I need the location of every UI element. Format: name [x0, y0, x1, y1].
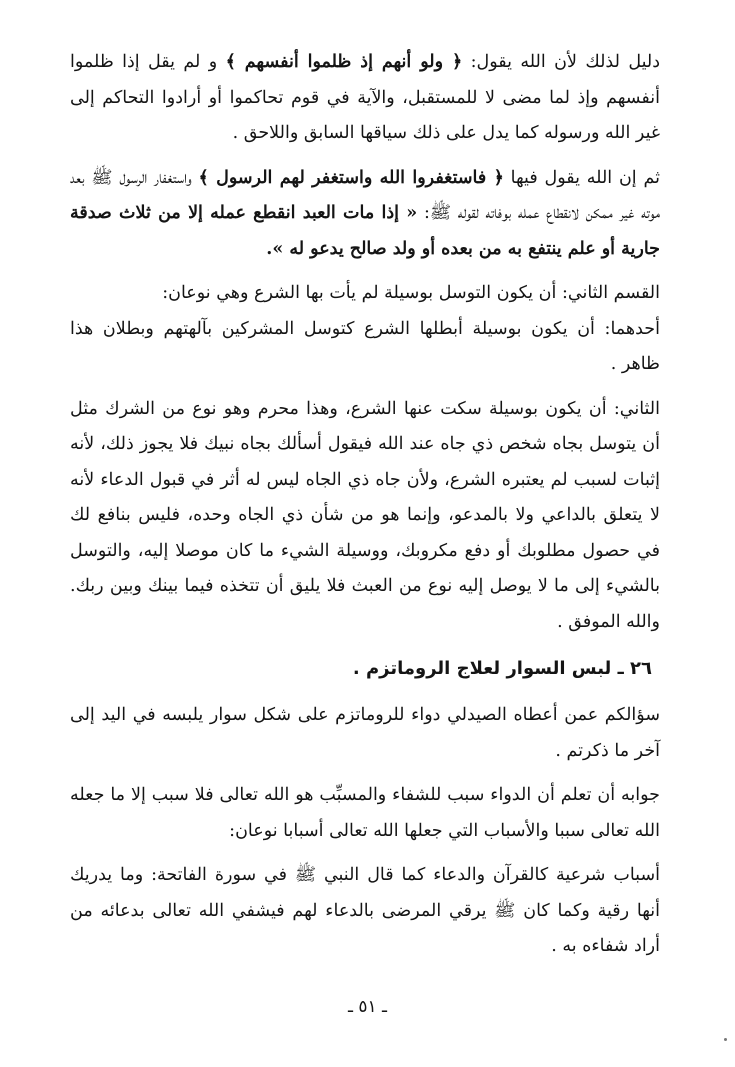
page-body — [70, 45, 660, 965]
paragraph-4: أحدهما: أن يكون بوسيلة أبطلها الشرع كتوسل المشركين بآلهتهم وبطلان هذا ظاهر . — [70, 318, 660, 374]
paragraph-5: الثاني: أن يكون بوسيلة سكت عنها الشرع، وهذا محرم وهو نوع من الشرك مثل أن يتوسل بجاه شخص ذي جاه عند الله فيقول أسألك بجاه نبيك فلا يجوز ذلك، لأنه إثبات لسبب لم يعتبره الشرع، ولأن جاه ذي الجاه ليس له أثر في قبول الدعاء لأنه لا يتعلق بالداعي ولا بالمدعو، وإنما هو من شأن ذي الجاه وحده، فليس بنافع لك في حصول مطلوبك أو دفع مكروبك، ووسيلة الشيء ما كان موصلا إليه، والتوسل بالشيء إلى ما لا يوصل إليه نوع من العبث فلا يليق أن تتخذه فيما بينك وبين ربك. والله الموفق . — [70, 398, 660, 632]
paragraph-6: سؤالكم عمن أعطاه الصيدلي دواء للروماتزم على شكل سوار يلبسه في اليد إلى آخر ما ذكرتم . — [70, 705, 660, 761]
paragraph-8: أسباب شرعية كالقرآن والدعاء كما قال النبي ﷺ في سورة الفاتحة: وما يدريك أنها رقية وكما كان ﷺ يرقي المرضى بالدعاء لهم فيشفي الله تعالى بدعائه من أراد شفاءه به . — [70, 865, 660, 956]
paragraph-2 — [70, 161, 660, 268]
quran-verse-1: ﴿ ولو أنهم إذ ظلموا أنفسهم ﴾ — [225, 52, 463, 72]
quran-verse-2: ﴿ فاستغفروا الله واستغفر لهم الرسول ﴾ — [198, 167, 504, 188]
hadith-quote: « إذا مات العبد انقطع عمله إلا من ثلاث صدقة جارية أو علم ينتفع به من بعده أو ولد صالح يدعو له ». — [70, 203, 660, 259]
paragraph-2-text-a: ثم إن الله يقول فيها — [503, 167, 660, 188]
paragraph-1 — [70, 45, 660, 152]
paragraph-1-text-a: دليل لذلك لأن الله يقول: — [462, 52, 660, 72]
paragraph-2-text-b: واستغفار الرسول ﷺ بعد موته غير ممكن لانقطاع عمله بوفاته لقوله ﷺ: — [70, 167, 660, 223]
paragraph-3: القسم الثاني: أن يكون التوسل بوسيلة لم يأت بها الشرع وهي نوعان: — [162, 283, 660, 303]
scan-speck — [724, 1038, 727, 1041]
page-number: ـ ٥١ ـ — [347, 997, 388, 1017]
section-heading: ٢٦ ـ لبس السوار لعلاج الروماتزم . — [352, 658, 652, 679]
paragraph-7: جوابه أن تعلم أن الدواء سبب للشفاء والمسبِّب هو الله تعالى فلا سبب إلا ما جعله الله تعالى سببا والأسباب التي جعلها الله تعالى أسبابا نوعان: — [70, 785, 660, 841]
paragraph-1-text-b: و لم يقل إذا ظلموا أنفسهم وإذ لما مضى لا للمستقبل، والآية في قوم تحاكموا أو أرادوا التحاكم إلى غير الله ورسوله كما يدل على ذلك سياقها السابق واللاحق . — [70, 52, 660, 143]
